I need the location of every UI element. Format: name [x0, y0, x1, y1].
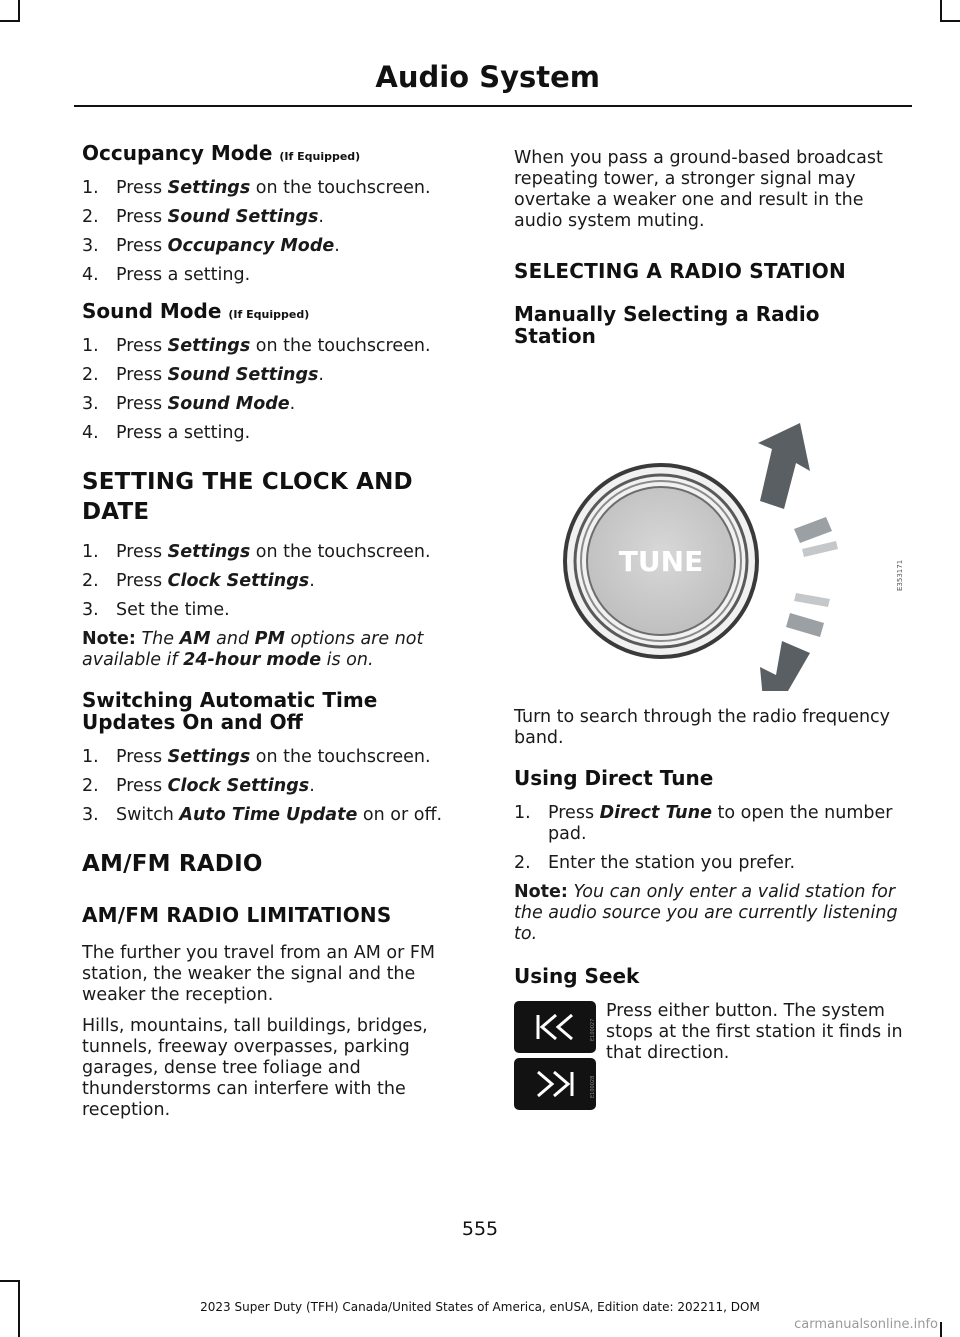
list-item: 2. Press Sound Settings. [82, 207, 324, 227]
svg-text:E100027: E100027 [590, 1018, 596, 1041]
list-item: 4. Press a setting. [82, 265, 251, 285]
list-item: 4. Press a setting. [82, 423, 251, 443]
page-title: Audio System [375, 60, 600, 94]
list-item: 1. Press Settings on the touchscreen. [82, 336, 431, 356]
seek-section [514, 1001, 909, 1121]
sound-mode-steps [82, 336, 462, 444]
list-item: 2. Press Sound Settings. [82, 365, 324, 385]
svg-text:E100028: E100028 [590, 1075, 596, 1098]
seek-forward-button [514, 1058, 596, 1110]
amfm-paragraph-1: The further you travel from an AM or FM station, the weaker the signal and the weaker the reception. [82, 942, 436, 1005]
figure-code: E353171 [896, 559, 904, 591]
tune-label: TUNE [618, 545, 704, 578]
clock-note: Note: The AM and PM options are not available if 24-hour mode is on. [82, 628, 424, 670]
clock-section-heading: SETTING THE CLOCK AND DATE [82, 469, 413, 525]
tune-knob-figure [514, 361, 909, 691]
crop-mark [0, 20, 20, 22]
tower-paragraph: When you pass a ground-based broadcast repeating tower, a stronger signal may overtake a weaker one and result in the audio system muting. [514, 148, 883, 231]
list-item: 3. Press Occupancy Mode. [82, 236, 340, 256]
list-item: 1. Press Direct Tune to open the number pad. [514, 803, 893, 844]
watermark: carmanualsonline.info [794, 1317, 938, 1332]
list-item: 1. Press Settings on the touchscreen. [82, 746, 431, 767]
occupancy-heading: Occupancy Mode (If Equipped) [82, 141, 361, 165]
tune-knob-icon [514, 361, 909, 691]
manual-heading: Manually Selecting a Radio Station [514, 302, 820, 348]
page-number: 555 [461, 1218, 499, 1240]
auto-time-heading: Switching Automatic Time Updates On and Off [82, 687, 378, 734]
occupancy-steps [82, 178, 462, 286]
seek-forward-icon [514, 1058, 596, 1110]
list-item: 2. Enter the station you prefer. [514, 853, 796, 873]
list-item: 3. Set the time. [82, 599, 230, 620]
direct-tune-steps [514, 803, 909, 874]
seek-heading: Using Seek [514, 964, 640, 988]
turn-text: Turn to search through the radio frequency band. [514, 707, 891, 748]
left-column [82, 142, 462, 1121]
list-item: 1. Press Settings on the touchscreen. [82, 541, 431, 562]
sound-mode-heading: Sound Mode (If Equipped) [82, 299, 310, 323]
amfm-paragraph-2: Hills, mountains, tall buildings, bridges, tunnels, freeway overpasses, parking garages, dense tree foliage and thunderstorms can interfere with the reception. [82, 1015, 428, 1120]
direct-tune-note: Note: You can only enter a valid station for the audio source you are currently listening to. [514, 882, 898, 944]
list-item: 2. Press Clock Settings. [82, 570, 315, 591]
crop-mark [940, 20, 960, 22]
auto-time-steps [82, 747, 462, 826]
clock-steps [82, 542, 462, 621]
list-item: 2. Press Clock Settings. [82, 775, 315, 796]
direct-tune-heading: Using Direct Tune [514, 766, 714, 790]
seek-back-icon [514, 1001, 596, 1053]
right-column [514, 148, 909, 1121]
selecting-heading: SELECTING A RADIO STATION [514, 259, 846, 283]
crop-mark [940, 0, 942, 22]
crop-mark [940, 1322, 942, 1337]
amfm-limitations-heading: AM/FM RADIO LIMITATIONS [82, 902, 392, 927]
list-item: 1. Press Settings on the touchscreen. [82, 178, 431, 198]
seek-back-button [514, 1001, 596, 1053]
crop-mark [0, 1280, 20, 1282]
amfm-heading: AM/FM RADIO [82, 850, 263, 877]
list-item: 3. Press Sound Mode. [82, 394, 296, 414]
edition-footer: 2023 Super Duty (TFH) Canada/United States of America, enUSA, Edition date: 202211, DOM [200, 1300, 760, 1314]
crop-mark [18, 0, 20, 22]
list-item: 3. Switch Auto Time Update on or off. [82, 804, 443, 825]
seek-text: Press either button. The system stops at the first station it finds in that direction. [606, 1001, 903, 1063]
header-divider [74, 105, 912, 107]
